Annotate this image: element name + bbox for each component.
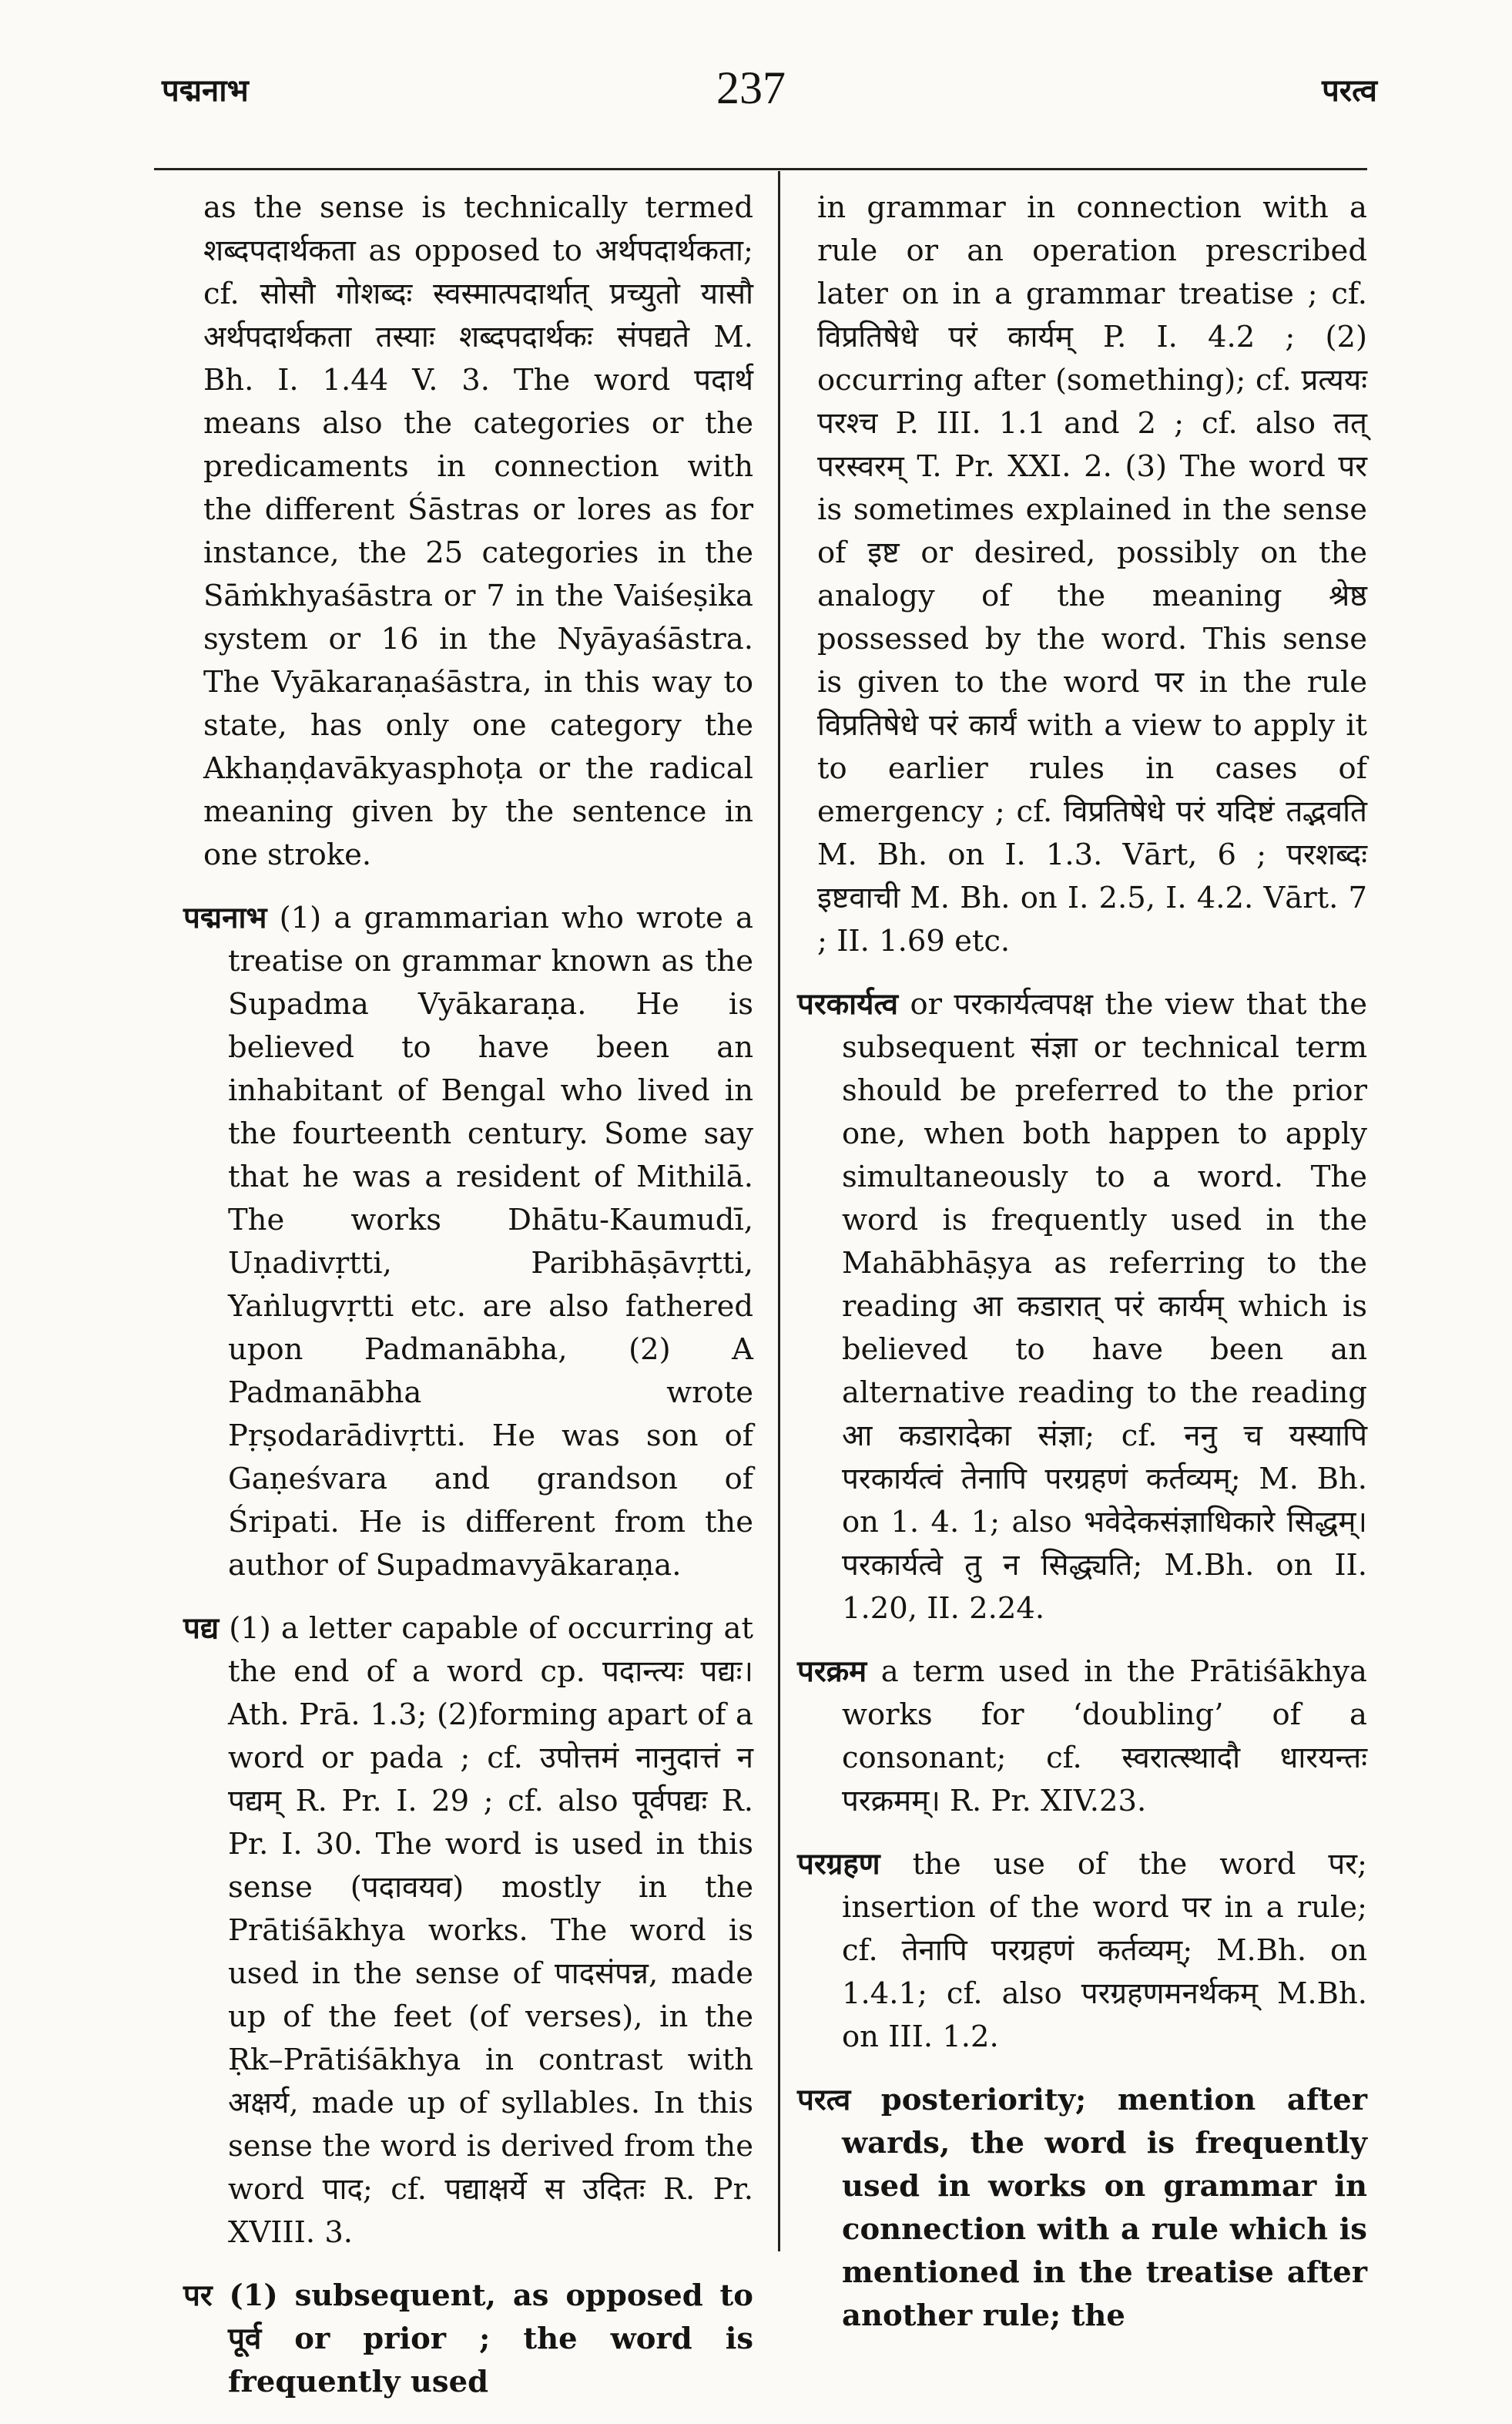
dictionary-entry	[183, 2275, 753, 2404]
entry-definition: (1) a letter capable of occurring at the end of a word cp. पदान्त्यः पद्यः। Ath. Prā. 1.3; (2)forming apart of a word or pada ; cf. उपोत्तमं नानुदात्तं न पद्यम् R. Pr. I. 29 ; cf. also पूर्वपद्यः R. Pr. I. 30. The word is used in this sense (पदावयव) mostly in the Prātiśākhya works. The word is used in the sense of पादसंपन्न, made up of the feet (of verses), in the Ṛk–Prātiśākhya in contrast with अक्षर्य, made up of syllables. In this sense the word is derived from the word पाद; cf. पद्याक्षर्ये स उदितः R. Pr. XVIII. 3.	[228, 1611, 753, 2250]
entry-headword: पद्य	[183, 1611, 220, 1646]
entry-definition: posteriority; mention after wards, the word is frequently used in works on grammar in connection with a rule which is mentioned in the treatise after another rule; the	[842, 2083, 1367, 2333]
dictionary-entry	[797, 1650, 1367, 1823]
entry-headword: परकार्यत्व	[797, 987, 899, 1022]
page-number: 237	[716, 62, 786, 113]
entry-headword: परत्व	[797, 2083, 851, 2117]
entry-headword: पर	[183, 2278, 213, 2313]
entry-definition: (1) a grammarian who wrote a treatise on grammar known as the Supadma Vyākaraṇa. He is believed to have been an inhabitant of Bengal who lived in the fourteenth century. Some say that he was a resident of Mithilā. The works Dhātu-Kaumudī, Uṇadivṛtti, Paribhāṣāvṛtti, Yaṅlugvṛtti etc. are also fathered upon Padmanābha, (2) A Padmanābha wrote Pṛṣodarādivṛtti. He was son of Gaṇeśvara and grandson of Śripati. He is different from the author of Supadmavyākaraṇa.	[228, 901, 753, 1583]
left-column	[183, 186, 753, 2424]
entry-definition: the use of the word पर; insertion of the word पर in a rule; cf. तेनापि परग्रहणं कर्तव्यम्; M.Bh. on 1.4.1; cf. also परग्रहणमनर्थकम् M.Bh. on III. 1.2.	[842, 1847, 1367, 2054]
column-divider	[778, 171, 780, 2251]
dictionary-entry	[797, 1843, 1367, 2059]
right-column	[797, 186, 1367, 2358]
continuation-text: in grammar in connection with a rule or an operation prescribed later on in a grammar treatise ; cf. विप्रतिषेधे परं कार्यम् P. I. 4.2 ; (2) occurring after (something); cf. प्रत्ययः परश्च P. III. 1.1 and 2 ; cf. also तत् परस्वरम् T. Pr. XXI. 2. (3) The word पर is sometimes explained in the sense of इष्ट or desired, possibly on the analogy of the meaning श्रेष्ठ possessed by the word. This sense is given to the word पर in the rule विप्रतिषेधे परं कार्यं with a view to apply it to earlier rules in cases of emergency ; cf. विप्रतिषेधे परं यदिष्टं तद्भवति M. Bh. on I. 1.3. Vārt, 6 ; परशब्दः इष्टवाची M. Bh. on I. 2.5, I. 4.2. Vārt. 7 ; II. 1.69 etc.	[817, 190, 1367, 959]
entry-definition: a term used in the Prātiśākhya works for ‘doubling’ of a consonant; cf. स्वरात्स्थादौ धारयन्तः परक्रमम्। R. Pr. XIV.23.	[842, 1654, 1367, 1818]
header-left-word: पद्मनाभ	[162, 72, 249, 109]
entry-definition: (1) subsequent, as opposed to पूर्व or prior ; the word is frequently used	[228, 2278, 753, 2399]
entry-headword: परग्रहण	[797, 1847, 880, 1882]
entry-definition: or परकार्यत्वपक्ष the view that the subsequent संज्ञा or technical term should be preferred to the prior one, when both happen to apply simultaneously to a word. The word is frequently used in the Mahābhāṣya as referring to the reading आ कडारात् परं कार्यम् which is believed to have been an alternative reading to the reading आ कडारादेका संज्ञा; cf. ननु च यस्यापि परकार्यत्वं तेनापि परग्रहणं कर्तव्यम्; M. Bh. on 1. 4. 1; also भवेदेकसंज्ञाधिकारे सिद्धम्। परकार्यत्वे तु न सिद्ध्यति; M.Bh. on II. 1.20, II. 2.24.	[842, 987, 1367, 1626]
header-rule	[154, 168, 1367, 170]
dictionary-entry	[183, 897, 753, 1587]
dictionary-entry	[183, 1607, 753, 2254]
dictionary-entry	[797, 983, 1367, 1630]
header-right-word: परत्व	[1322, 72, 1377, 109]
entry-headword: पद्मनाभ	[183, 901, 267, 935]
dictionary-entry	[797, 2079, 1367, 2338]
entry-headword: परक्रम	[797, 1654, 867, 1689]
continuation-text: as the sense is technically termed शब्दपदार्थकता as opposed to अर्थपदार्थकता; cf. सोसौ गोशब्दः स्वस्मात्पदार्थात् प्रच्युतो यासौ अर्थपदार्थकता तस्याः शब्दपदार्थकः संपद्यते M. Bh. I. 1.44 V. 3. The word पदार्थ means also the categories or the predicaments in connection with the different Śāstras or lores as for instance, the 25 categories in the Sāṁkhyaśāstra or 7 in the Vaiśeṣika system or 16 in the Nyāyaśāstra. The Vyākaraṇaśāstra, in this way to state, has only one category the Akhaṇḍavākyasphoṭa or the radical meaning given by the sentence in one stroke.	[203, 190, 753, 872]
